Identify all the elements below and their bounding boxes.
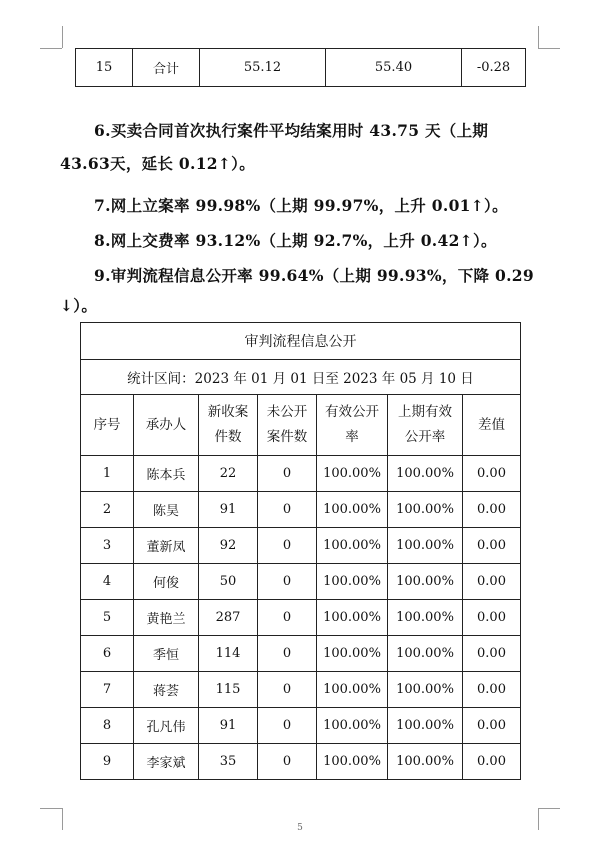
cell-rate: 100.00% [317, 564, 388, 600]
header-no: 序号 [81, 395, 134, 456]
paragraph-6-line-1: 6.买卖合同首次执行案件平均结案用时 43.75 天（上期 [94, 121, 489, 140]
table-header-row [81, 395, 521, 456]
cell-new-cases: 92 [199, 528, 258, 564]
cell-rate: 100.00% [317, 528, 388, 564]
cell-no: 3 [81, 528, 134, 564]
table-row [81, 492, 521, 528]
cell-no: 4 [81, 564, 134, 600]
paragraph-7: 7.网上立案率 99.98%（上期 99.97%，上升 0.01↑）。 [94, 196, 508, 215]
page-number: 5 [297, 823, 303, 833]
cell-prev-rate: 100.00% [388, 564, 463, 600]
cell-unpublished: 0 [258, 636, 317, 672]
cell-no: 2 [81, 492, 134, 528]
corner-mark-top-left-h [40, 48, 62, 49]
cell-rate: 100.00% [317, 600, 388, 636]
cell-diff: -0.28 [462, 49, 526, 87]
cell-diff: 0.00 [463, 456, 521, 492]
summary-table [75, 48, 526, 87]
cell-prev-rate: 100.00% [388, 528, 463, 564]
cell-prev-rate: 100.00% [388, 708, 463, 744]
cell-unpublished: 0 [258, 456, 317, 492]
paragraph-6-line-2: 43.63天，延长 0.12↑）。 [60, 154, 256, 173]
cell-value: 55.40 [326, 49, 462, 87]
corner-mark-top-right-h [538, 48, 560, 49]
cell-new-cases: 115 [199, 672, 258, 708]
cell-value: 55.12 [200, 49, 326, 87]
table-row [81, 456, 521, 492]
cell-handler: 陈本兵 [134, 456, 199, 492]
cell-prev-rate: 100.00% [388, 672, 463, 708]
cell-prev-rate: 100.00% [388, 456, 463, 492]
cell-rate: 100.00% [317, 636, 388, 672]
cell-no: 8 [81, 708, 134, 744]
cell-diff: 0.00 [463, 636, 521, 672]
cell-new-cases: 22 [199, 456, 258, 492]
header-diff: 差值 [463, 395, 521, 456]
cell-unpublished: 0 [258, 708, 317, 744]
cell-diff: 0.00 [463, 672, 521, 708]
cell-no: 7 [81, 672, 134, 708]
table-title-row [81, 323, 521, 360]
table-range-row [81, 360, 521, 395]
cell-diff: 0.00 [463, 492, 521, 528]
cell-rate: 100.00% [317, 672, 388, 708]
cell-label: 合计 [133, 49, 200, 87]
corner-mark-bottom-right-h [538, 808, 560, 809]
cell-rate: 100.00% [317, 744, 388, 780]
corner-mark-top-right-v [538, 26, 539, 48]
cell-rate: 100.00% [317, 492, 388, 528]
cell-diff: 0.00 [463, 564, 521, 600]
table-range: 统计区间：2023 年 01 月 01 日至 2023 年 05 月 10 日 [81, 360, 521, 395]
cell-diff: 0.00 [463, 528, 521, 564]
header-prev-rate: 上期有效 公开率 [388, 395, 463, 456]
table-row [76, 49, 526, 87]
cell-new-cases: 114 [199, 636, 258, 672]
cell-prev-rate: 100.00% [388, 744, 463, 780]
corner-mark-top-left-v [62, 26, 63, 48]
table-row [81, 636, 521, 672]
cell-no: 6 [81, 636, 134, 672]
cell-handler: 黄艳兰 [134, 600, 199, 636]
table-row [81, 744, 521, 780]
header-new-cases: 新收案 件数 [199, 395, 258, 456]
cell-handler: 陈昊 [134, 492, 199, 528]
cell-unpublished: 0 [258, 492, 317, 528]
paragraph-9-line-1: 9.审判流程信息公开率 99.64%（上期 99.93%，下降 0.29 [94, 266, 534, 285]
cell-handler: 孔凡伟 [134, 708, 199, 744]
cell-unpublished: 0 [258, 744, 317, 780]
corner-mark-bottom-left-h [40, 808, 62, 809]
cell-prev-rate: 100.00% [388, 636, 463, 672]
cell-new-cases: 35 [199, 744, 258, 780]
cell-rate: 100.00% [317, 708, 388, 744]
table-title: 审判流程信息公开 [81, 323, 521, 360]
cell-prev-rate: 100.00% [388, 600, 463, 636]
table-row [81, 672, 521, 708]
trial-info-table [80, 322, 521, 780]
cell-new-cases: 287 [199, 600, 258, 636]
cell-handler: 蒋荟 [134, 672, 199, 708]
cell-prev-rate: 100.00% [388, 492, 463, 528]
cell-unpublished: 0 [258, 528, 317, 564]
cell-no: 1 [81, 456, 134, 492]
cell-unpublished: 0 [258, 672, 317, 708]
table-row [81, 600, 521, 636]
header-unpublished: 未公开 案件数 [258, 395, 317, 456]
cell-no: 9 [81, 744, 134, 780]
table-row [81, 528, 521, 564]
cell-handler: 何俊 [134, 564, 199, 600]
cell-unpublished: 0 [258, 564, 317, 600]
cell-no: 5 [81, 600, 134, 636]
header-rate: 有效公开 率 [317, 395, 388, 456]
cell-diff: 0.00 [463, 600, 521, 636]
table-row [81, 708, 521, 744]
cell-diff: 0.00 [463, 744, 521, 780]
table-row [81, 564, 521, 600]
cell-unpublished: 0 [258, 600, 317, 636]
cell-handler: 季恒 [134, 636, 199, 672]
cell-no: 15 [76, 49, 133, 87]
header-handler: 承办人 [134, 395, 199, 456]
cell-rate: 100.00% [317, 456, 388, 492]
cell-new-cases: 91 [199, 492, 258, 528]
cell-diff: 0.00 [463, 708, 521, 744]
paragraph-9-line-2: ↓）。 [60, 296, 98, 315]
cell-handler: 董新凤 [134, 528, 199, 564]
cell-new-cases: 91 [199, 708, 258, 744]
cell-new-cases: 50 [199, 564, 258, 600]
paragraph-8: 8.网上交费率 93.12%（上期 92.7%，上升 0.42↑）。 [94, 231, 497, 250]
cell-handler: 李家斌 [134, 744, 199, 780]
